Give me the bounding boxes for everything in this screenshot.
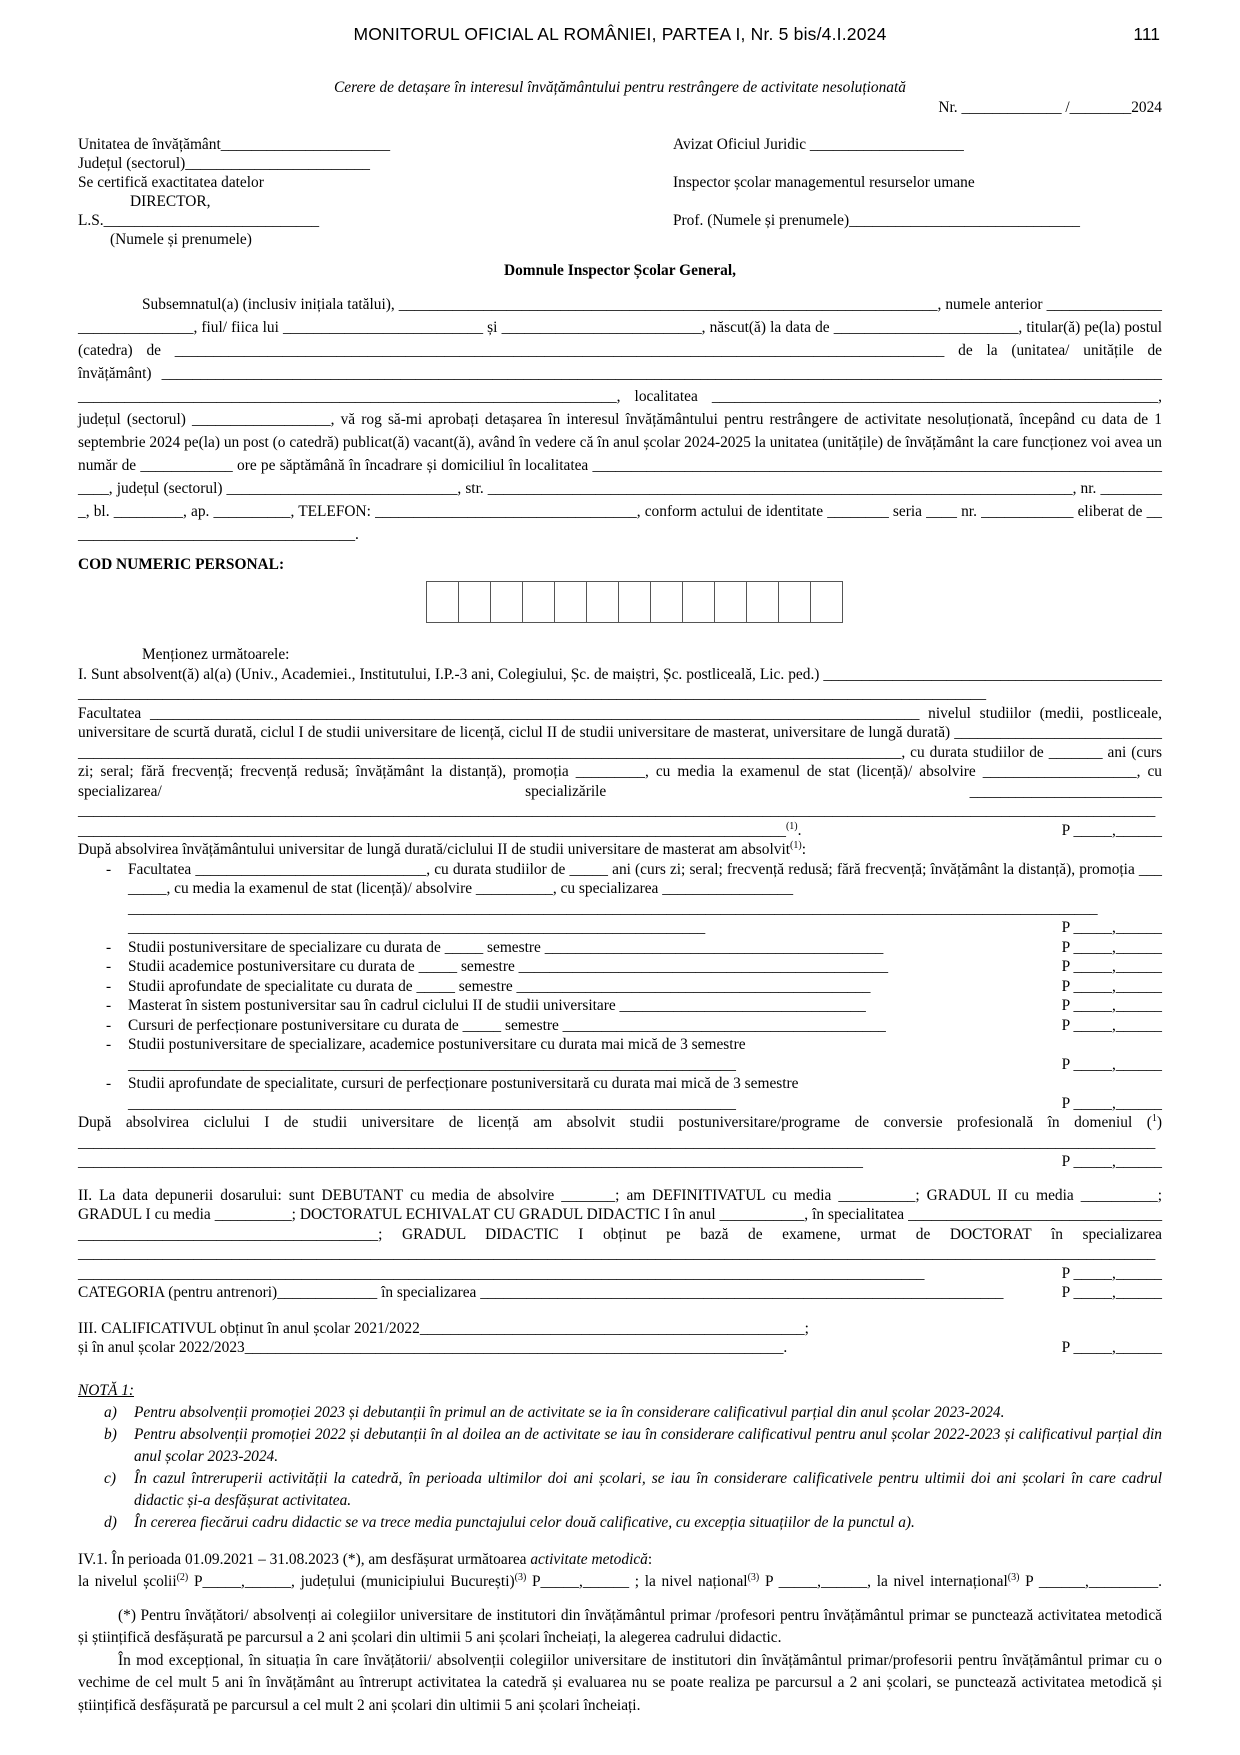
cnp-digit-box <box>810 581 843 623</box>
list-item <box>78 957 1162 977</box>
nota-item <box>78 1512 1162 1534</box>
blank-line: __________________________________________________________________________________________________________________________________________________________________________________________________________________________________________________ <box>78 1133 1156 1170</box>
list-item-text: Studii aprofundate de specialitate, cursuri de perfecționare postuniversitară cu durata mai mică de 3 semestre _______________________________________________________________________________ <box>128 1075 799 1112</box>
section3-line2: și în anul școlar 2022/2023______________________________________________________________________. <box>78 1339 788 1356</box>
certify-data-label: Se certifică exactitatea datelor <box>78 174 264 191</box>
list-item-text: Facultatea ______________________________, cu durata studiilor de _____ ani (curs zi; seral; frecvență redusă; fără frecvență; învățământ la distanță), promoția ________, cu media la examenul de stat (licență)/ absolvire __________, cu specializarea _________________ ______________________________________________________________________________________________________________________________ ___________________________________________________________________________ <box>128 860 1162 936</box>
section1-intro: I. Sunt absolvent(ă) al(a) (Univ., Academiei., Institutului, I.P.-3 ani, Colegiului, Șc. de maiștri, Șc. postliceală, Lic. ped.) __________________________________________________________________________________________________________________________________________________________________ <box>78 665 1162 702</box>
p-score-blank: P _____,______ <box>1061 1284 1162 1301</box>
section4-intro-italic: activitate metodică <box>530 1550 648 1568</box>
nota-item <box>78 1468 1162 1512</box>
field-legal-office-approval: Avizat Oficiul Juridic ____________________ <box>673 136 964 153</box>
dash-marker: - <box>106 938 112 956</box>
cnp-digit-box <box>682 581 715 623</box>
list-item-text: Studii aprofundate de specialitate cu durata de _____ semestre ______________________________________________ <box>128 977 871 995</box>
section2-paragraph: II. La data depunerii dosarului: sunt DEBUTANT cu media de absolvire _______; am DEFINITIVATUL cu media __________; GRADUL II cu media __________; GRADUL I cu media __________; DOCTORATUL ECHIVALAT CU GRADUL DIDACTIC I în anul ___________, în specialitatea ________________________________________________________________________; GRADUL DIDACTIC I obținut pe bază de examene, urmat de DOCTORAT în specializarea <box>78 1186 1163 1243</box>
list-item-text: Studii postuniversitare de specializare, academice postuniversitare cu durata mai mică de 3 semestre _______________________________________________________________________________ <box>128 1036 746 1073</box>
cnp-digit-box <box>426 581 459 623</box>
dash-marker: - <box>106 977 112 995</box>
p-score-blank: P _____,______ <box>1061 1339 1162 1356</box>
gazette-header: MONITORUL OFICIAL AL ROMÂNIEI, PARTEA I, Nr. 5 bis/4.I.2024 <box>353 24 887 44</box>
dash-marker: - <box>106 958 112 975</box>
page-number: 111 <box>1133 24 1160 44</box>
nota-item-marker: c) <box>104 1469 116 1487</box>
nota-item-marker: d) <box>104 1513 117 1531</box>
cnp-digit-box <box>554 581 587 623</box>
list-item-text: Studii postuniversitare de specializare cu durata de _____ semestre ____________________________________________ <box>128 938 884 956</box>
dash-marker: - <box>106 997 112 1014</box>
masthead <box>0 0 1240 45</box>
section1-note-ref-row <box>78 801 1162 840</box>
field-professor-name: Prof. (Numele și prenumele)______________________________ <box>673 212 1080 229</box>
director-label: DIRECTOR, <box>130 193 211 210</box>
nota-item <box>78 1424 1162 1468</box>
cnp-digit-boxes <box>427 581 1162 623</box>
p-score-blank: P _____,______ <box>1061 1094 1162 1112</box>
document-title: Cerere de detașare în interesul învățământului pentru restrângere de activitate nesoluționată <box>334 79 906 96</box>
p-score-blank: P _____,______ <box>1061 958 1162 975</box>
approval-block <box>78 135 1162 249</box>
list-item <box>78 1035 1162 1074</box>
name-surname-label: (Numele și prenumele) <box>110 231 252 248</box>
p-score-blank: P _____,______ <box>1061 997 1162 1014</box>
categoria-row <box>78 1283 1162 1303</box>
cnp-digit-box <box>522 581 555 623</box>
nota-section <box>78 1380 1162 1534</box>
cnp-digit-box <box>618 581 651 623</box>
section4-intro-suffix: : <box>647 1550 653 1568</box>
section4-intro <box>78 1549 1162 1571</box>
blank-line: __________________________________________________________________________________________________________________________________________________________________________________________________________________________________________________________ <box>78 1245 1156 1282</box>
blank-line: ________________________________________________________________________________________________________________________________________________________________________________________________________________________________________$^{(1)}$. <box>78 802 1156 839</box>
cnp-digit-box <box>490 581 523 623</box>
section3-line2-row <box>78 1338 1162 1358</box>
list-item <box>78 1074 1162 1113</box>
p-score-blank: P _____,______ <box>1061 977 1162 995</box>
p-score-blank: P _____,______ <box>1061 938 1162 956</box>
p-score-blank: P _____,______ <box>1061 821 1162 839</box>
nota-item <box>78 1402 1162 1424</box>
nota-item-marker: b) <box>104 1425 117 1443</box>
cnp-digit-box <box>714 581 747 623</box>
list-item-text: Cursuri de perfecționare postuniversitare cu durata de _____ semestre __________________________________________ <box>128 1016 886 1034</box>
section2-blank-row <box>78 1244 1162 1283</box>
approval-right-column <box>673 135 1080 230</box>
hr-inspector-label: Inspector școlar managementul resurselor umane <box>673 174 975 191</box>
list-item <box>78 977 1162 997</box>
cnp-digit-box <box>458 581 491 623</box>
section3-line1: III. CALIFICATIVUL obținut în anul școlar 2021/2022__________________________________________________; <box>78 1319 809 1337</box>
list-item <box>78 996 1162 1016</box>
nota-title: NOTĂ 1: <box>78 1381 135 1399</box>
list-item <box>78 860 1162 938</box>
request-paragraph: Subsemnatul(a) (inclusiv inițiala tatălui), ______________________________________________________________________, numele anterior ______________________________, fiul/ fiica lui __________________________ și __________________________, născut(ă) la data de ________________________, titular(ă) pe(la) postul (catedra) de ____________________________________________________________________________________________________ de la (unitatea/ unitățile de învățământ) ________________________________________________________________________________________________________________________________________________________________________________________________________, localitatea __________________________________________________________, județul (sectorul) __________________, vă rog să-mi aprobați detașarea în interesul învățământului pentru restrângere de activitate nesoluționată, începând cu data de 1 septembrie 2024 pe(la) un post (o catedră) publicat(ă) vacant(ă), având în vedere că în anul școlar 2024-2025 la unitatea (unitățile) de învățământ la care funcționez voi avea un număr de ____________ ore pe săptămână în încadrare și domiciliul în localitatea ______________________________________________________________________________, județul (sectorul) ______________________________, str. ____________________________________________________________________________, nr. _________, bl. _________, ap. __________, TELEFON: __________________________________, conform actului de identitate ________ seria ____ nr. ____________ eliberat de ______________________________________. <box>78 296 1162 543</box>
p-score-blank: P _____,______ <box>1061 919 1162 936</box>
list-item <box>78 1016 1162 1036</box>
p-score-blank: P _____,______ <box>1061 1264 1162 1282</box>
cycle1-paragraph: După absolvirea ciclului I de studii universitare de licență am absolvit studii postuniversitare/programe de conversie profesională în domeniul ($^1$) <box>78 1112 1162 1131</box>
p-score-blank: P _____,______ <box>1061 1055 1162 1073</box>
list-item <box>78 938 1162 958</box>
cnp-label: COD NUMERIC PERSONAL: <box>78 556 285 573</box>
footnote-exception: În mod excepțional, în situația în care învățătorii/ absolvenții colegiilor universitare de institutori din învățământul primar/profesorii pentru învățământul primar cu o vechime de cel mult 5 ani în învățământ au întrerupt activitatea la catedră și evaluarea nu se poate realiza pe parcursul a 2 ani școlari, se punctează activitatea metodică și științifică desfășurată pe parcursul a cel mult 2 ani școlari din ultimii 5 ani școlari încheiați. <box>78 1651 1162 1714</box>
footnote-asterisk: (*) Pentru învățători/ absolvenți ai colegiilor universitare de institutori din învățământul primar /profesori pentru învățământul primar se punctează activitatea metodică și științifică desfășurată pe parcursul a 2 ani școlari din ultimii 5 ani școlari încheiați, la alegerea cadrului didactic. <box>78 1606 1162 1646</box>
field-school-unit: Unitatea de învățământ______________________ <box>78 136 391 153</box>
nota-item-text: Pentru absolvenții promoției 2023 și debutanții în primul an de activitate se ia în considerare calificativul parțial din anul școlar 2023-2024. <box>134 1403 1005 1421</box>
section1-faculty-paragraph: Facultatea ____________________________________________________________________________________________________ nivelul studiilor (medii, postliceale, universitare de scurtă durată, ciclul I de studii universitare de licență, ciclul II de studii universitare de masterat, universitare de lungă durată) ______________________________________________________________________________________________________________________________________, cu durata studiilor de _______ ani (curs zi; seral; fără frecvență; frecvență redusă; învățământ la distanță), promoția _________, cu media la examenul de stat (licență)/ absolvire ____________________, cu specializarea/ specializările _________________________ <box>78 704 1162 800</box>
section4-intro-prefix: IV.1. În perioada 01.09.2021 – 31.08.2023 (*), am desfășurat următoarea <box>78 1550 531 1568</box>
cnp-digit-box <box>746 581 779 623</box>
cnp-digit-box <box>650 581 683 623</box>
salutation: Domnule Inspector Școlar General, <box>504 262 736 279</box>
mention-line: Menționez următoarele: <box>142 646 290 663</box>
dash-marker: - <box>106 1036 112 1053</box>
categoria-line: CATEGORIA (pentru antrenori)_____________ în specializarea ____________________________________________________________________ <box>78 1284 1004 1301</box>
p-score-blank: P _____,______ <box>1061 1153 1162 1170</box>
dash-marker: - <box>106 1016 112 1034</box>
field-county: Județul (sectorul)________________________ <box>78 155 370 172</box>
request-number-line: Nr. _____________ /________2024 <box>938 99 1162 116</box>
dash-marker: - <box>106 1075 112 1092</box>
nota-item-text: În cererea fiecărui cadru didactic se va trece media punctajului celor două calificative, cu excepția situațiilor de la punctul a). <box>134 1513 915 1531</box>
list-item-text: Studii academice postuniversitare cu durata de _____ semestre ________________________________________________ <box>128 958 889 975</box>
section4-levels-line: la nivelul școlii$^{(2)}$ P_____,______, județului (municipiului București)$^{(3)}$ P_____,______ ; la nivel național$^{(3)}$ P _____,______, la nivel internațional$^{(3)}$ P ______,_________. <box>78 1571 1162 1590</box>
nota-item-text: În cazul întreruperii activității la catedră, în perioada ultimilor doi ani școlari, se iau în considerare calificativele pentru ultimii doi ani școlari în care cadrul didactic și-a desfășurat activitatea. <box>134 1469 1162 1509</box>
nota-item-text: Pentru absolvenții promoției 2022 și debutanții în al doilea an de activitate se iau în considerare calificativul pentru anul școlar 2022-2023 și calificativul parțial din anul școlar 2023-2024. <box>134 1425 1162 1465</box>
cnp-digit-box <box>586 581 619 623</box>
list-item-text: Masterat în sistem postuniversitar sau în cadrul ciclului II de studii universitare ________________________________ <box>128 997 866 1014</box>
cycle1-blank-row <box>78 1133 1162 1172</box>
after-graduation-intro: După absolvirea învățământului universitar de lungă durată/ciclului II de studii universitare de masterat am absolvit$^{(1)}$: <box>78 839 806 858</box>
nota-item-marker: a) <box>104 1403 117 1421</box>
p-score-blank: P _____,______ <box>1061 1016 1162 1034</box>
dash-marker: - <box>106 860 112 878</box>
cnp-digit-box <box>778 581 811 623</box>
field-stamp: L.S.____________________________ <box>78 212 320 229</box>
document-body <box>78 79 1162 1717</box>
